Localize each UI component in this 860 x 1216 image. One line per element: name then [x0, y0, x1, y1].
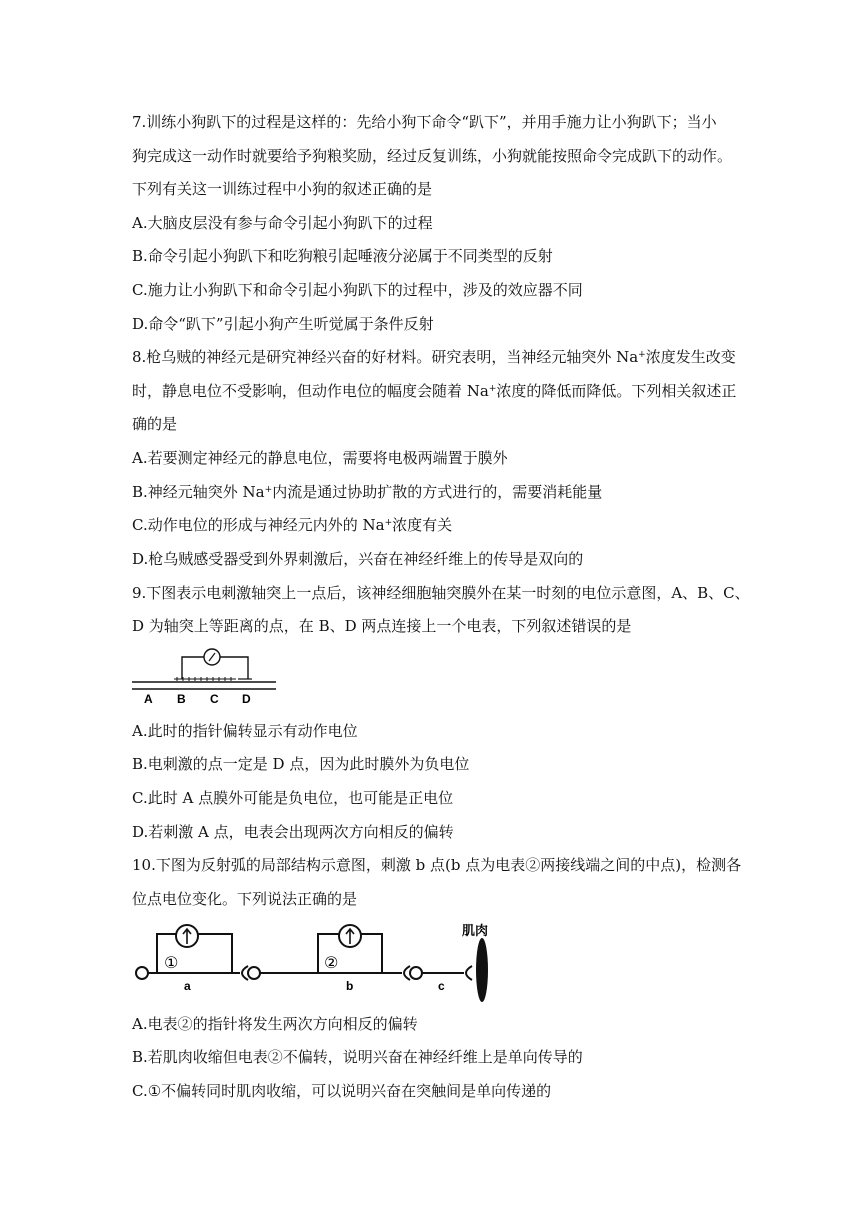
- q8-option-b: B.神经元轴突外 Na+内流是通过协助扩散的方式进行的，需要消耗能量: [132, 483, 603, 501]
- q7-stem-line-1: 7.训练小狗趴下的过程是这样的：先给小狗下命令“趴下”，并用手施力让小狗趴下；当小: [132, 113, 717, 131]
- q7-option-a: A.大脑皮层没有参与命令引起小狗趴下的过程: [132, 214, 433, 232]
- q7-stem-line-3: 下列有关这一训练过程中小狗的叙述正确的是: [132, 180, 433, 198]
- q7-stem-line-2: 狗完成这一动作时就要给予狗粮奖励，经过反复训练，小狗就能按照命令完成趴下的动作。: [132, 147, 733, 165]
- q9-label-d: D: [242, 692, 251, 706]
- q9-option-d: D.若刺激 A 点，电表会出现两次方向相反的偏转: [132, 823, 454, 841]
- q9-stem-line-2: D 为轴突上等距离的点，在 B、D 两点连接上一个电表，下列叙述错误的是: [132, 617, 632, 635]
- muscle-icon: [476, 938, 488, 1002]
- q9-label-a: A: [144, 692, 153, 706]
- q9-axon-figure: [130, 645, 280, 707]
- q9-option-a: A.此时的指针偏转显示有动作电位: [132, 722, 358, 740]
- q7-option-c: C.施力让小狗趴下和命令引起小狗趴下的过程中，涉及的效应器不同: [132, 281, 583, 299]
- q9-label-b: B: [177, 692, 186, 706]
- q7-option-d: D.命令“趴下”引起小狗产生听觉属于条件反射: [132, 315, 434, 333]
- q10-label-a: a: [184, 979, 191, 993]
- q10-label-c: c: [438, 979, 445, 993]
- q10-stem-line-2: 位点电位变化。下列说法正确的是: [132, 890, 358, 908]
- q9-stem-line-1: 9.下图表示电刺激轴突上一点后，该神经细胞轴突膜外在某一时刻的电位示意图，A、B、C、: [132, 584, 750, 602]
- q10-label-meter2: ②: [324, 953, 339, 972]
- q10-option-b: B.若肌肉收缩但电表②不偏转，说明兴奋在神经纤维上是单向传导的: [132, 1048, 583, 1066]
- q10-stem-line-1: 10.下图为反射弧的局部结构示意图，刺激 b 点(b 点为电表②两接线端之间的中点)，检测各: [132, 856, 742, 874]
- q10-label-b: b: [346, 979, 354, 993]
- q9-option-b: B.电刺激的点一定是 D 点，因为此时膜外为负电位: [132, 755, 470, 773]
- q8-option-a: A.若要测定神经元的静息电位，需要将电极两端置于膜外: [132, 449, 508, 467]
- q10-option-a: A.电表②的指针将发生两次方向相反的偏转: [132, 1015, 418, 1033]
- q8-stem-line-3: 确的是: [132, 415, 178, 433]
- q10-option-c: C.①不偏转同时肌肉收缩，可以说明兴奋在突触间是单向传递的: [132, 1082, 552, 1100]
- q10-label-muscle: 肌肉: [462, 924, 489, 939]
- q9-label-c: C: [210, 692, 219, 706]
- q8-stem-line-1: 8.枪乌贼的神经元是研究神经兴奋的好材料。研究表明，当神经元轴突外 Na+浓度发生改变: [132, 348, 736, 366]
- q9-option-c: C.此时 A 点膜外可能是负电位，也可能是正电位: [132, 789, 454, 807]
- q8-option-c: C.动作电位的形成与神经元内外的 Na+浓度有关: [132, 516, 453, 534]
- q8-stem-line-2: 时，静息电位不受影响，但动作电位的幅度会随着 Na+浓度的降低而降低。下列相关叙述正: [132, 382, 737, 400]
- q10-reflex-arc-figure: [132, 918, 502, 1008]
- q10-label-meter1: ①: [164, 953, 179, 972]
- q7-option-b: B.命令引起小狗趴下和吃狗粮引起唾液分泌属于不同类型的反射: [132, 247, 553, 265]
- q8-option-d: D.枪乌贼感受器受到外界刺激后，兴奋在神经纤维上的传导是双向的: [132, 550, 584, 568]
